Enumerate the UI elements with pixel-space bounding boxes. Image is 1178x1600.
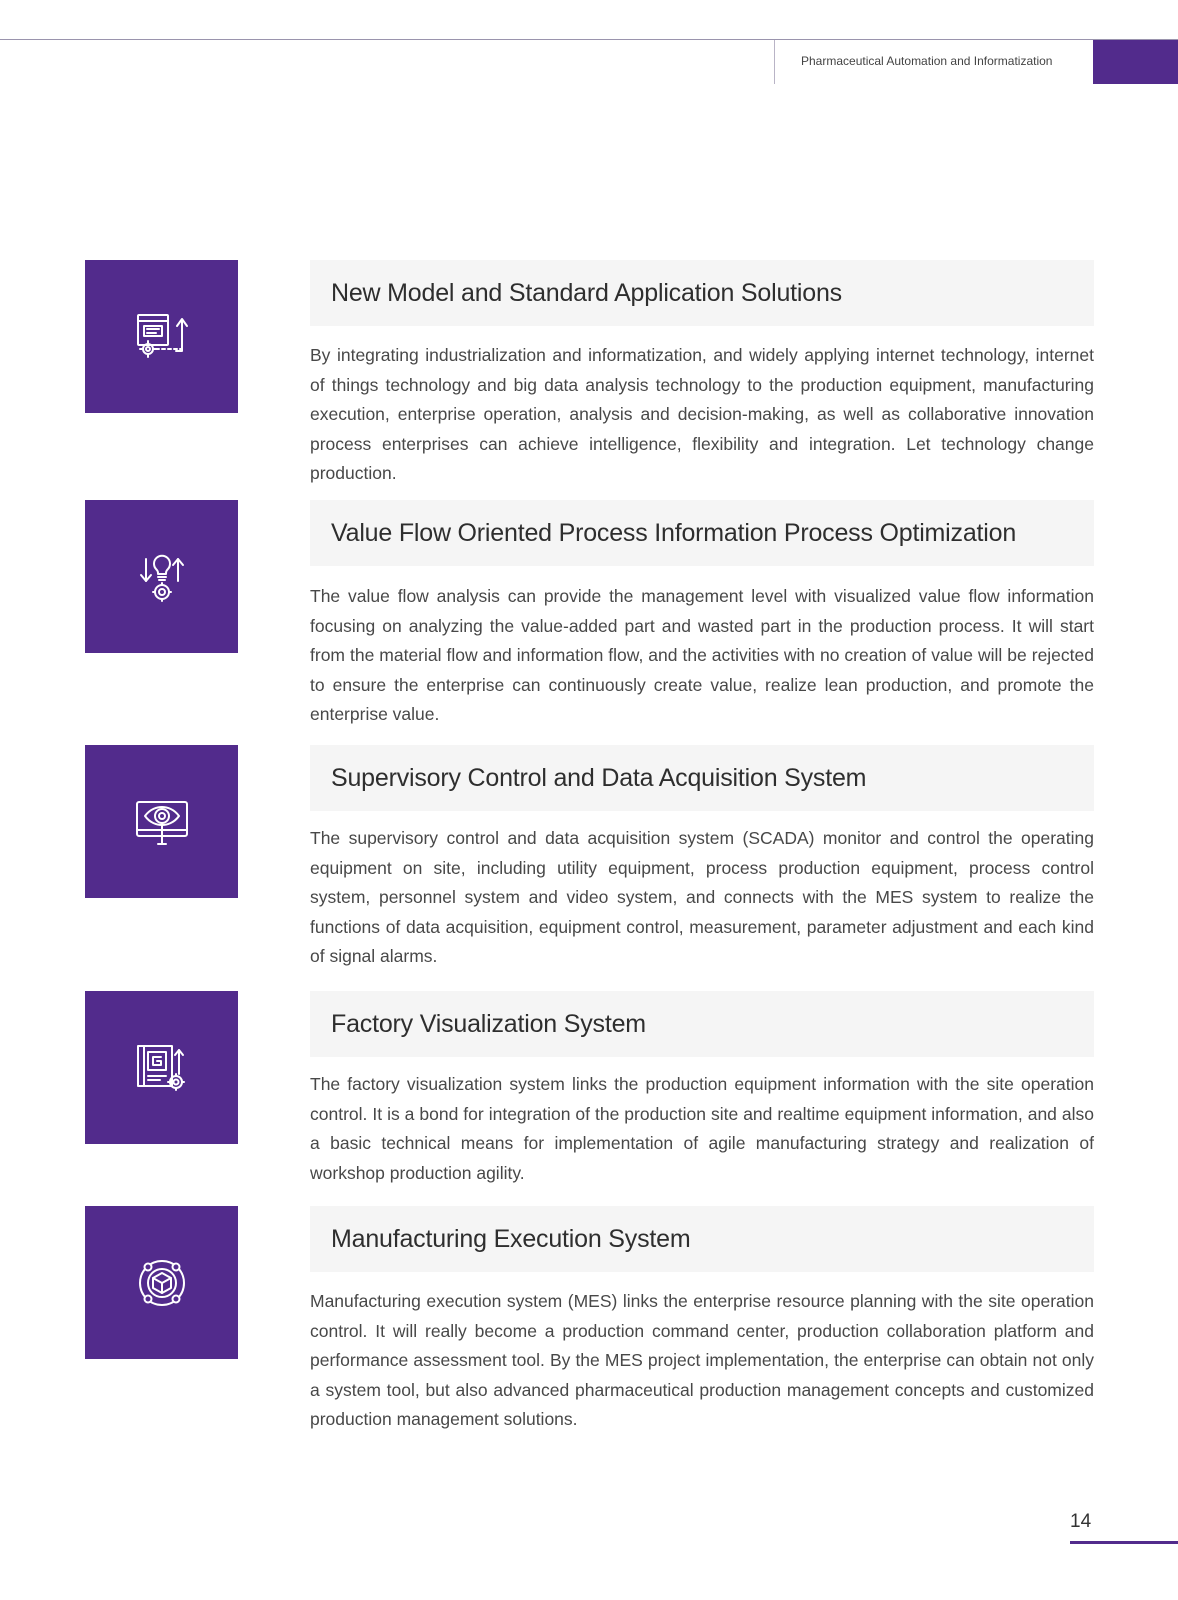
section-title-bar (310, 745, 1094, 811)
section-icon-box (85, 1206, 238, 1359)
section-icon-box (85, 500, 238, 653)
monitor-eye-magnifier-icon (132, 792, 192, 852)
section-title: Supervisory Control and Data Acquisition System (331, 763, 867, 792)
section-body: The value flow analysis can provide the management level with visualized value flow information focusing on analyzing the value-added part and wasted part in the production process. It will start from the material flow and information flow, and the activities with no creation of value will be rejected to ensure the enterprise can continuously create value, realize lean production, and promote the enterprise value. (310, 586, 1094, 725)
section-body: The factory visualization system links the production equipment information with the site operation control. It is a bond for integration of the production site and realtime equipment information, and also a basic technical means for implementation of agile manufacturing strategy and realization of workshop production agility. (310, 1074, 1094, 1183)
dashboard-gear-upload-icon (132, 307, 192, 367)
section-title: New Model and Standard Application Solutions (331, 278, 842, 307)
cube-network-icon (132, 1253, 192, 1313)
header-rule (0, 39, 1178, 40)
section-body: By integrating industrialization and informatization, and widely applying internet technology, internet of things technology and big data analysis technology to the production equipment, manufacturing execution, enterprise operation, analysis and decision-making, as well as collaborative innovation process enterprises can achieve intelligence, flexibility and integration. Let technology change production. (310, 345, 1094, 484)
section-title-bar (310, 260, 1094, 326)
section-body: The supervisory control and data acquisition system (SCADA) monitor and control the operating equipment on site, including utility equipment, process production equipment, process control system, personnel system and video system, and connects with the MES system to realize the functions of data acquisition, equipment control, measurement, parameter adjustment and each kind of signal alarms. (310, 828, 1094, 967)
section-title: Factory Visualization System (331, 1009, 646, 1038)
section-title-bar (310, 1206, 1094, 1272)
section-body: Manufacturing execution system (MES) links the enterprise resource planning with the site operation control. It will really become a production command center, production collaboration platform and performance assessment tool. By the MES project implementation, the enterprise can obtain not only a system tool, but also advanced pharmaceutical production management concepts and customized production management solutions. (310, 1291, 1094, 1430)
section-icon-box (85, 745, 238, 898)
lightbulb-gear-arrows-icon (132, 547, 192, 607)
header-divider (774, 40, 775, 84)
blueprint-gear-icon (132, 1038, 192, 1098)
section-title: Manufacturing Execution System (331, 1224, 691, 1253)
page-number: 14 (1070, 1511, 1092, 1532)
running-header-title: Pharmaceutical Automation and Informatization (801, 54, 1053, 68)
section-title-bar (310, 500, 1094, 566)
section-title: Value Flow Oriented Process Information Process Optimization (331, 518, 1017, 547)
header-accent-tab (1093, 40, 1178, 84)
section-title-bar (310, 991, 1094, 1057)
section-icon-box (85, 260, 238, 413)
section-icon-box (85, 991, 238, 1144)
page-number-rule (1070, 1541, 1178, 1544)
